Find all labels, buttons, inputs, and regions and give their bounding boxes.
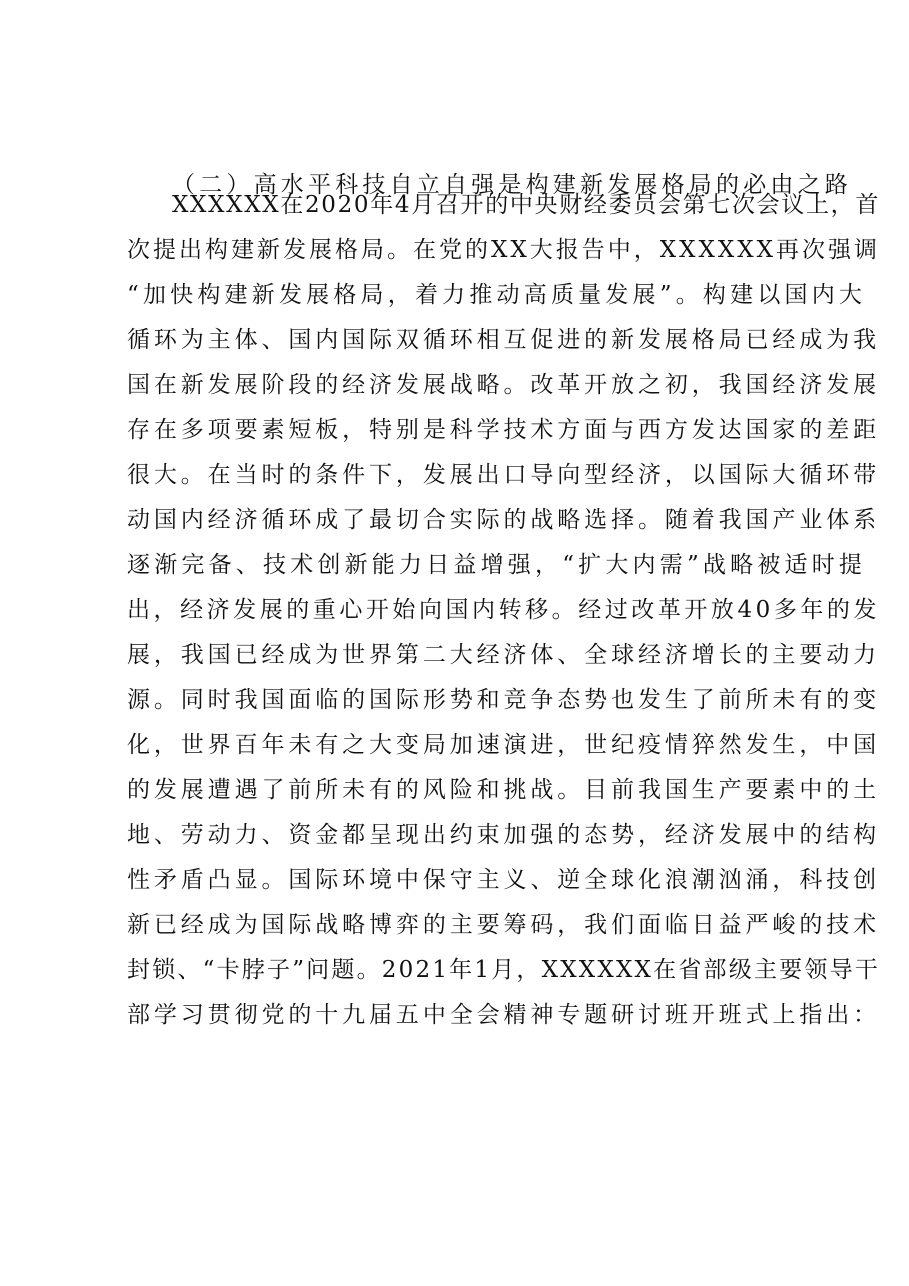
paragraph-line: 动国内经济循环成了最切合实际的战略选择。随着我国产业体系 bbox=[127, 507, 880, 533]
paragraph-line: 源。同时我国面临的国际形势和竞争态势也发生了前所未有的变 bbox=[127, 687, 880, 713]
paragraph-line: 存在多项要素短板，特别是科学技术方面与西方发达国家的差距 bbox=[127, 417, 880, 443]
paragraph-line: 逐渐完备、技术创新能力日益增强，“扩大内需”战略被适时提 bbox=[127, 552, 867, 578]
paragraph-line: 部学习贯彻党的十九届五中全会精神专题研讨班开班式上指出： bbox=[127, 1002, 880, 1028]
paragraph-line: 新已经成为国际战略博弈的主要筹码，我们面临日益严峻的技术 bbox=[127, 912, 880, 938]
paragraph-line: 很大。在当时的条件下，发展出口导向型经济，以国际大循环带 bbox=[127, 462, 880, 488]
paragraph-line: 出，经济发展的重心开始向国内转移。经过改革开放40多年的发 bbox=[127, 597, 880, 623]
paragraph-line: 化，世界百年未有之大变局加速演进，世纪疫情猝然发生，中国 bbox=[127, 732, 880, 758]
paragraph-line: 地、劳动力、资金都呈现出约束加强的态势，经济发展中的结构 bbox=[127, 822, 880, 848]
paragraph-line: “加快构建新发展格局，着力推动高质量发展”。构建以国内大 bbox=[127, 282, 867, 308]
paragraph-line: 循环为主体、国内国际双循环相互促进的新发展格局已经成为我 bbox=[127, 327, 880, 353]
paragraph-line: 国在新发展阶段的经济发展战略。改革开放之初，我国经济发展 bbox=[127, 372, 880, 398]
paragraph-line: 性矛盾凸显。国际环境中保守主义、逆全球化浪潮汹涌，科技创 bbox=[127, 867, 880, 893]
paragraph-line: 封锁、“卡脖子”问题。2021年1月，XXXXXX在省部级主要领导干 bbox=[127, 957, 880, 983]
paragraph-line: 次提出构建新发展格局。在党的XX大报告中，XXXXXX再次强调 bbox=[127, 237, 880, 263]
section-heading: （二）高水平科技自立自强是构建新发展格局的必由之路 bbox=[172, 172, 852, 198]
paragraph-line: 的发展遭遇了前所未有的风险和挑战。目前我国生产要素中的土 bbox=[127, 777, 880, 803]
paragraph-line: 展，我国已经成为世界第二大经济体、全球经济增长的主要动力 bbox=[127, 642, 880, 668]
paragraph-line: XXXXXX在2020年4月召开的中央财经委员会第七次会议上，首 bbox=[172, 192, 880, 218]
